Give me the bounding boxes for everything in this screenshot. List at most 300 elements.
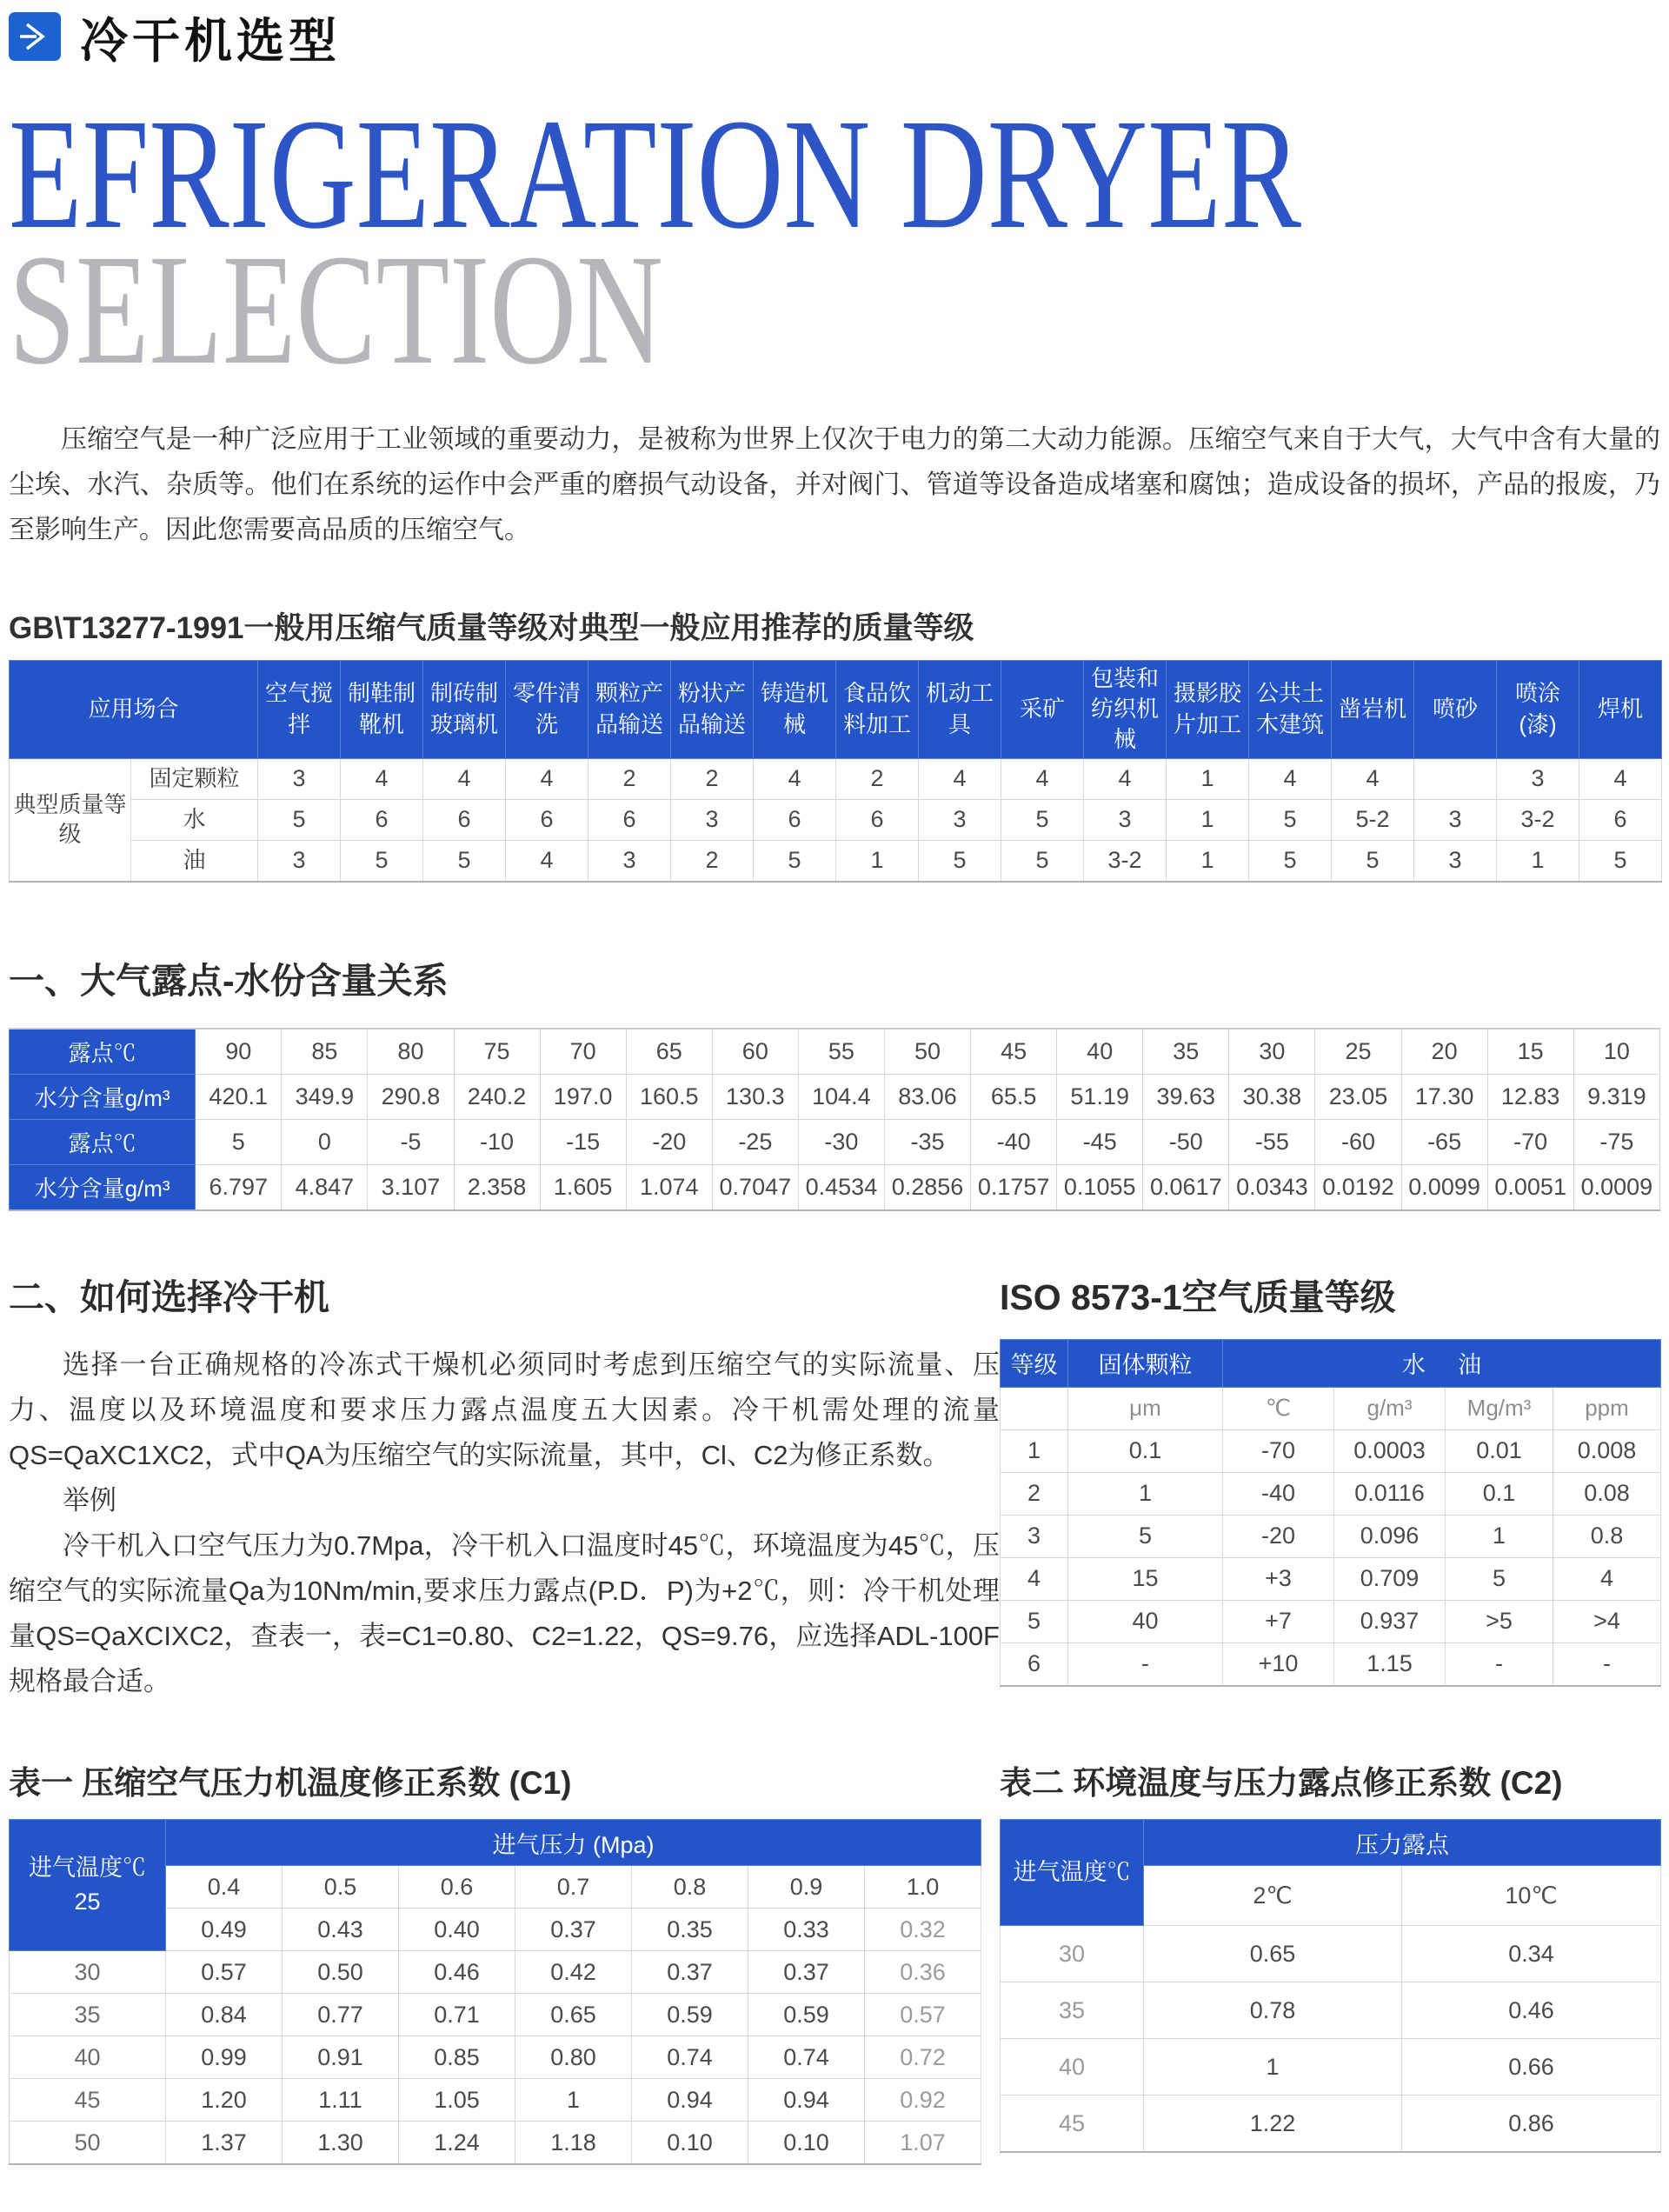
col-header: 公共土木建筑	[1249, 660, 1332, 758]
iso-header-row	[1001, 1339, 1661, 1387]
section2-row	[9, 1269, 1660, 1705]
row-label: 水	[131, 799, 258, 840]
row-label: 固定颗粒	[131, 758, 258, 799]
table-cell: 1.11	[283, 2079, 399, 2122]
table-cell: 4	[754, 758, 836, 799]
table-cell: 0.36	[865, 1951, 981, 1994]
table-cell: 3	[1084, 799, 1167, 840]
col-header: 凿岩机	[1332, 660, 1414, 758]
table-cell: 0.33	[748, 1909, 865, 1951]
c2-header-row	[1001, 1820, 1661, 1866]
page-title-cn: 冷干机选型	[80, 13, 342, 68]
table1-title: 表一 压缩空气压力机温度修正系数 (C1)	[9, 1765, 572, 1802]
table-cell: 0.57	[865, 1994, 981, 2036]
table-cell: 1.37	[166, 2122, 283, 2165]
intro-paragraph: 压缩空气是一种广泛应用于工业领域的重要动力，是被称为世界上仅次于电力的第二大动力能源。压缩空气来自于大气，大气中含有大量的尘埃、水汽、杂质等。他们在系统的运作中会严重的磨损气动设备，并对阀门、管道等设备造成堵塞和腐蚀；造成设备的损坏，产品的报废，乃至影响生产。因此您需要高品质的压缩空气。	[9, 425, 1660, 545]
c1-data-row	[10, 2036, 981, 2079]
table-cell: 6.797	[196, 1164, 282, 1210]
row-label: 35	[1001, 1982, 1144, 2039]
table-cell: 130.3	[712, 1074, 798, 1119]
col-header: 空气搅拌	[258, 660, 341, 758]
table-cell: 4	[341, 758, 423, 799]
table-cell: 2.358	[454, 1164, 540, 1210]
dew-row	[10, 1164, 1660, 1210]
table-cell: 5	[1446, 1557, 1553, 1600]
table-cell: 5	[919, 840, 1001, 882]
page-title-en: EFRIGERATION DRYER	[9, 87, 1302, 262]
table2-column	[1000, 1756, 1661, 2153]
table-cell: 4	[1001, 1557, 1068, 1600]
table-cell: 83.06	[884, 1074, 970, 1119]
table-cell: 0.50	[283, 1951, 399, 1994]
table-cell: 1	[515, 2079, 632, 2122]
table-cell: 60	[712, 1029, 798, 1075]
section2-example-label: 举例	[63, 1484, 116, 1516]
table-cell: -45	[1057, 1119, 1143, 1164]
unit-label: g/m³	[1334, 1387, 1446, 1429]
table-cell: 15	[1487, 1029, 1573, 1075]
unit-label: Mg/m³	[1446, 1387, 1553, 1429]
unit-label: ℃	[1223, 1387, 1334, 1429]
table-cell	[1001, 1387, 1068, 1429]
table-cell: 0.49	[166, 1909, 283, 1951]
table-cell: 0.0051	[1487, 1164, 1573, 1210]
iso-data-row	[1001, 1515, 1661, 1557]
table-cell: 55	[798, 1029, 884, 1075]
table-cell: 1	[1167, 799, 1249, 840]
pressure-value: 0.5	[283, 1866, 399, 1909]
table-cell: 0.94	[748, 2079, 865, 2122]
col-header: 颗粒产品输送	[588, 660, 671, 758]
table-cell: 0.1	[1446, 1472, 1553, 1515]
table-cell: 0.32	[865, 1909, 981, 1951]
table-cell: 39.63	[1143, 1074, 1229, 1119]
table-cell: 0.1055	[1057, 1164, 1143, 1210]
c2-data-row	[1001, 1926, 1661, 1982]
table-cell: 3-2	[1497, 799, 1579, 840]
col-header-water-oil: 水 油	[1223, 1339, 1661, 1387]
row-label: 30	[1001, 1926, 1144, 1982]
c2-data-row	[1001, 1982, 1661, 2039]
table-cell: 4	[1579, 758, 1662, 799]
iso-table-title: ISO 8573-1空气质量等级	[1000, 1276, 1396, 1317]
table-cell: 1	[1167, 840, 1249, 882]
row-label: 油	[131, 840, 258, 882]
table-cell: 23.05	[1315, 1074, 1401, 1119]
table-cell: 35	[1143, 1029, 1229, 1075]
table-cell: 6	[506, 799, 588, 840]
table-cell: 0.2856	[884, 1164, 970, 1210]
table-cell: 0	[282, 1119, 368, 1164]
col-header: 食品饮料加工	[836, 660, 919, 758]
dewpoint-moisture-table	[9, 1028, 1660, 1211]
table-cell: 51.19	[1057, 1074, 1143, 1119]
table-cell: 80	[368, 1029, 454, 1075]
table-cell: 5	[1001, 840, 1084, 882]
col-header: 铸造机械	[754, 660, 836, 758]
table-cell: 1.18	[515, 2122, 632, 2165]
table-cell: 4	[423, 758, 506, 799]
table-cell: 15	[1068, 1557, 1223, 1600]
table-cell: -	[1068, 1642, 1223, 1686]
table-cell: -70	[1223, 1429, 1334, 1472]
correction-tables-row	[9, 1756, 1660, 2165]
table-cell: 0.01	[1446, 1429, 1553, 1472]
dew-row	[10, 1119, 1660, 1164]
table-cell: 0.74	[632, 2036, 748, 2079]
inlet-temp-base-value: 25	[74, 1889, 101, 1916]
table-cell: 5	[1001, 1600, 1068, 1642]
table-cell: 3-2	[1084, 840, 1167, 882]
table-cell: 2	[588, 758, 671, 799]
table-cell: 4	[919, 758, 1001, 799]
table-cell: 5	[1068, 1515, 1223, 1557]
table-cell: 85	[282, 1029, 368, 1075]
table-cell: 1.074	[626, 1164, 712, 1210]
section1-title: 一、大气露点-水份含量关系	[9, 960, 449, 1001]
pressure-value: 0.8	[632, 1866, 748, 1909]
table-cell: 0.65	[515, 1994, 632, 2036]
table-cell	[1414, 758, 1497, 799]
table-cell: 6	[754, 799, 836, 840]
col-header-application: 应用场合	[10, 660, 258, 758]
table-cell: 290.8	[368, 1074, 454, 1119]
table-cell: 4.847	[282, 1164, 368, 1210]
table-cell: 0.77	[283, 1994, 399, 2036]
table-cell: -20	[1223, 1515, 1334, 1557]
table-cell: 0.709	[1334, 1557, 1446, 1600]
col-header-solid-particles: 固体颗粒	[1068, 1339, 1223, 1387]
table-cell: 2	[671, 840, 754, 882]
row-label: 40	[1001, 2039, 1144, 2095]
table-cell: 5	[1332, 840, 1414, 882]
table-cell: 4	[1332, 758, 1414, 799]
table-cell: 6	[341, 799, 423, 840]
col-header-pressure-dewpoint: 压力露点	[1144, 1820, 1661, 1866]
table-cell: 3	[258, 840, 341, 882]
table-cell: 0.85	[399, 2036, 515, 2079]
row-label: 35	[10, 1994, 166, 2036]
table-cell: 0.46	[399, 1951, 515, 1994]
table-cell: 4	[506, 758, 588, 799]
table-cell: 4	[1084, 758, 1167, 799]
table-cell: 4	[506, 840, 588, 882]
table-cell: -60	[1315, 1119, 1401, 1164]
table-cell: 4	[1001, 758, 1084, 799]
table-cell: 0.46	[1402, 1982, 1661, 2039]
table-cell: 70	[540, 1029, 626, 1075]
pressure-value: 1.0	[865, 1866, 981, 1909]
table-cell: 1	[1167, 758, 1249, 799]
table-cell: -20	[626, 1119, 712, 1164]
table-cell: +7	[1223, 1600, 1334, 1642]
table-cell: 90	[196, 1029, 282, 1075]
table-cell: 3	[919, 799, 1001, 840]
table-cell: 1	[1497, 840, 1579, 882]
iso-table-column	[1000, 1269, 1661, 1687]
iso-units-row	[1001, 1387, 1661, 1429]
table-cell: 1	[1001, 1429, 1068, 1472]
gb-data-row	[10, 840, 1662, 882]
table-cell: -65	[1401, 1119, 1487, 1164]
table-cell: 160.5	[626, 1074, 712, 1119]
table-cell: 1	[1068, 1472, 1223, 1515]
c1-header-row	[10, 1820, 981, 1866]
row-label: 水分含量g/m³	[10, 1164, 196, 1210]
table-cell: 1	[836, 840, 919, 882]
table-cell: -55	[1229, 1119, 1315, 1164]
row-label: 露点℃	[10, 1029, 196, 1075]
unit-label: ppm	[1553, 1387, 1661, 1429]
table-cell: 1	[1144, 2039, 1402, 2095]
table-cell: 45	[971, 1029, 1057, 1075]
table-cell: 3	[1414, 799, 1497, 840]
table-cell: -5	[368, 1119, 454, 1164]
table-cell: 0.0003	[1334, 1429, 1446, 1472]
table-cell: 0.84	[166, 1994, 283, 2036]
table-cell: 65.5	[971, 1074, 1057, 1119]
table-cell: 0.80	[515, 2036, 632, 2079]
unit-label: μm	[1068, 1387, 1223, 1429]
table-cell: 12.83	[1487, 1074, 1573, 1119]
table-cell: 0.37	[632, 1951, 748, 1994]
row-label: 水分含量g/m³	[10, 1074, 196, 1119]
table-cell: 0.37	[748, 1951, 865, 1994]
table-cell: 349.9	[282, 1074, 368, 1119]
table-cell: 0.08	[1553, 1472, 1661, 1515]
table-cell: 25	[1315, 1029, 1401, 1075]
table-cell: 0.74	[748, 2036, 865, 2079]
col-header: 焊机	[1579, 660, 1662, 758]
gb-table-title: GB\T13277-1991一般用压缩气质量等级对典型一般应用推荐的质量等级	[9, 610, 974, 645]
table-cell: 4	[1553, 1557, 1661, 1600]
table-cell: 0.40	[399, 1909, 515, 1951]
col-header: 喷砂	[1414, 660, 1497, 758]
table-cell: 0.57	[166, 1951, 283, 1994]
pressure-value: 0.4	[166, 1866, 283, 1909]
table-cell: 0.37	[515, 1909, 632, 1951]
table-cell: 0.91	[283, 2036, 399, 2079]
col-header: 采矿	[1001, 660, 1084, 758]
table-cell: 0.0009	[1573, 1164, 1659, 1210]
table-cell: 2	[1001, 1472, 1068, 1515]
table-cell: 1.15	[1334, 1642, 1446, 1686]
col-header-grade: 等级	[1001, 1339, 1068, 1387]
col-header-inlet-pressure: 进气压力 (Mpa)	[166, 1820, 981, 1866]
table-cell: 65	[626, 1029, 712, 1075]
row-group-label: 典型质量等级	[10, 758, 131, 882]
table-cell: 0.86	[1402, 2095, 1661, 2153]
table-cell: 1.30	[283, 2122, 399, 2165]
table-cell: 0.10	[748, 2122, 865, 2165]
page-header	[9, 5, 1660, 68]
table-cell: -40	[1223, 1472, 1334, 1515]
table-cell: 5	[1001, 799, 1084, 840]
table-cell: 20	[1401, 1029, 1487, 1075]
table-cell: 0.1	[1068, 1429, 1223, 1472]
table-cell: 1.07	[865, 2122, 981, 2165]
gb-data-row	[10, 799, 1662, 840]
table-cell: 0.35	[632, 1909, 748, 1951]
c2-data-row	[1001, 2039, 1661, 2095]
table-cell: 0.65	[1144, 1926, 1402, 1982]
table-cell: 3	[258, 758, 341, 799]
table-cell: 0.66	[1402, 2039, 1661, 2095]
row-label: 50	[10, 2122, 166, 2165]
table-cell: 40	[1057, 1029, 1143, 1075]
table2-title: 表二 环境温度与压力露点修正系数 (C2)	[1000, 1765, 1563, 1802]
row-label: 40	[10, 2036, 166, 2079]
dew-row	[10, 1074, 1660, 1119]
table-cell: 0.8	[1553, 1515, 1661, 1557]
col-header: 喷涂(漆)	[1497, 660, 1579, 758]
table-cell: 0.92	[865, 2079, 981, 2122]
iso-data-row	[1001, 1557, 1661, 1600]
table-cell: 104.4	[798, 1074, 884, 1119]
table-cell: +3	[1223, 1557, 1334, 1600]
table-cell: 0.1757	[971, 1164, 1057, 1210]
c2-data-row	[1001, 2095, 1661, 2153]
table-cell: 2	[671, 758, 754, 799]
table-cell: 0.0099	[1401, 1164, 1487, 1210]
table-cell: 3	[1414, 840, 1497, 882]
table-cell: 6	[1579, 799, 1662, 840]
table-cell: -	[1553, 1642, 1661, 1686]
row-label: 45	[1001, 2095, 1144, 2153]
inlet-temp-label: 进气温度℃	[29, 1855, 146, 1882]
table-cell: 4	[1249, 758, 1332, 799]
iso-data-row	[1001, 1600, 1661, 1642]
table-cell: 6	[588, 799, 671, 840]
table-cell: 1.605	[540, 1164, 626, 1210]
table-cell: 0.10	[632, 2122, 748, 2165]
table-cell: 0.94	[632, 2079, 748, 2122]
table-cell: 1.05	[399, 2079, 515, 2122]
table-cell: -	[1446, 1642, 1553, 1686]
table-cell: 240.2	[454, 1074, 540, 1119]
gb-data-row	[10, 758, 1662, 799]
table-cell: 0.7047	[712, 1164, 798, 1210]
table-cell: +10	[1223, 1642, 1334, 1686]
table-cell: 3	[671, 799, 754, 840]
c1-data-row	[10, 1994, 981, 2036]
table-cell: 0.0116	[1334, 1472, 1446, 1515]
table-cell: 0.0617	[1143, 1164, 1229, 1210]
table-cell: 0.59	[748, 1994, 865, 2036]
gb-header-row	[10, 660, 1662, 758]
col-header: 机动工具	[919, 660, 1001, 758]
table-cell: 0.99	[166, 2036, 283, 2079]
iso-data-row	[1001, 1429, 1661, 1472]
table-cell: 0.0192	[1315, 1164, 1401, 1210]
c1-correction-table	[9, 1819, 981, 2165]
iso-air-quality-table	[1000, 1339, 1661, 1687]
table-cell: 6	[423, 799, 506, 840]
table-cell: 17.30	[1401, 1074, 1487, 1119]
table-cell: 0.0343	[1229, 1164, 1315, 1210]
table-cell: 30.38	[1229, 1074, 1315, 1119]
pressure-value: 0.9	[748, 1866, 865, 1909]
table-cell: 1.20	[166, 2079, 283, 2122]
table-cell: 0.096	[1334, 1515, 1446, 1557]
table-cell: 5	[196, 1119, 282, 1164]
iso-data-row	[1001, 1472, 1661, 1515]
table-cell: -40	[971, 1119, 1057, 1164]
row-label: 露点℃	[10, 1119, 196, 1164]
table-cell: 3	[1001, 1515, 1068, 1557]
table-cell: 5	[341, 840, 423, 882]
section2-example-text: 冷干机入口空气压力为0.7Mpa，冷干机入口温度时45℃，环境温度为45℃，压缩空气的实际流量Qa为10Nm/min,要求压力露点(P.D．P)为+2℃，则：冷干机处理量QS=QaXCIXC2，查表一，表=C1=0.80、C2=1.22，QS=9.76，应选择ADL-100F规格最合适。	[9, 1529, 1000, 1697]
pressure-value: 0.7	[515, 1866, 632, 1909]
col-header: 粉状产品输送	[671, 660, 754, 758]
section2-title: 二、如何选择冷干机	[9, 1276, 329, 1317]
table-cell: 0.4534	[798, 1164, 884, 1210]
section2-paragraph: 选择一台正确规格的冷冻式干燥机必须同时考虑到压缩空气的实际流量、压力、温度以及环境温度和要求压力露点温度五大因素。冷干机需处理的流量QS=QaXC1XC2，式中QA为压缩空气的实际流量，其中，Cl、C2为修正系数。	[9, 1349, 1000, 1470]
table-cell: 0.937	[1334, 1600, 1446, 1642]
table-cell: 197.0	[540, 1074, 626, 1119]
col-header: 摄影胶片加工	[1167, 660, 1249, 758]
col-header: 制砖制玻璃机	[423, 660, 506, 758]
section2-text-column	[9, 1269, 1000, 1705]
table-cell: 1.22	[1144, 2095, 1402, 2153]
table-cell: -10	[454, 1119, 540, 1164]
table1-column	[9, 1756, 1000, 2165]
row-header-inlet-temperature	[10, 1820, 166, 1951]
table-cell: 2	[836, 758, 919, 799]
iso-data-row	[1001, 1642, 1661, 1686]
table-cell: 50	[884, 1029, 970, 1075]
table-cell: 9.319	[1573, 1074, 1659, 1119]
c1-data-row	[10, 1951, 981, 1994]
dew-row	[10, 1029, 1660, 1075]
table-cell: -15	[540, 1119, 626, 1164]
table-cell: 5	[754, 840, 836, 882]
table-cell: >5	[1446, 1600, 1553, 1642]
table-cell: 1	[1446, 1515, 1553, 1557]
table-cell: 0.72	[865, 2036, 981, 2079]
table-cell: 0.59	[632, 1994, 748, 2036]
page-subtitle-en: SELECTION	[9, 223, 663, 397]
table-cell: 40	[1068, 1600, 1223, 1642]
table-cell: 0.43	[283, 1909, 399, 1951]
table-cell: -70	[1487, 1119, 1573, 1164]
table-cell: -50	[1143, 1119, 1229, 1164]
row-label: 30	[10, 1951, 166, 1994]
table-cell: 75	[454, 1029, 540, 1075]
pressure-value: 0.6	[399, 1866, 515, 1909]
table-cell: 420.1	[196, 1074, 282, 1119]
dewpoint-value: 2℃	[1144, 1866, 1402, 1926]
table-cell: 3.107	[368, 1164, 454, 1210]
table-cell: 10	[1573, 1029, 1659, 1075]
table-cell: 30	[1229, 1029, 1315, 1075]
arrow-right-icon	[9, 12, 61, 61]
table-cell: 0.008	[1553, 1429, 1661, 1472]
table-cell: 3	[588, 840, 671, 882]
table-cell: 1.24	[399, 2122, 515, 2165]
table-cell: 5	[1249, 799, 1332, 840]
table-cell: 5	[1249, 840, 1332, 882]
dewpoint-value: 10℃	[1402, 1866, 1661, 1926]
table-cell: 6	[836, 799, 919, 840]
table-cell: -25	[712, 1119, 798, 1164]
col-header: 包装和纺织机械	[1084, 660, 1167, 758]
c2-correction-table	[1000, 1819, 1661, 2153]
table-cell: 0.42	[515, 1951, 632, 1994]
c1-data-row	[10, 2079, 981, 2122]
table-cell: 5	[423, 840, 506, 882]
col-header: 制鞋制靴机	[341, 660, 423, 758]
